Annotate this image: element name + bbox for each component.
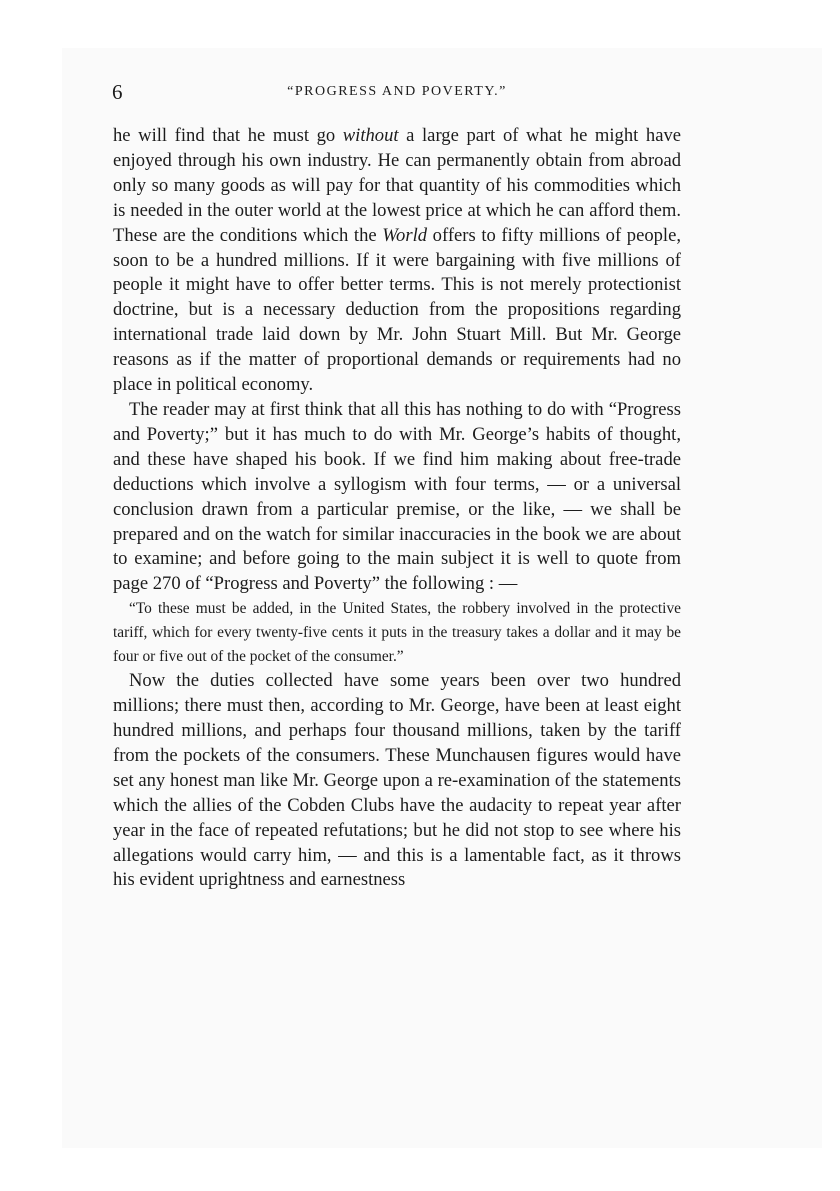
page-number: 6 [112, 80, 123, 104]
paragraph-1-part-a: he will find that he must go [113, 125, 343, 146]
block-quote: “To these must be added, in the United States, the robbery involved in the protective tariff, which for every twenty-five cents it puts in the treasury takes a dollar and it may be four or five out of the pocket of the consumer.” [113, 600, 681, 666]
paragraph-1-part-e: offers to fifty millions of people, soon to be a hundred millions. If it were bargaining with five millions of people it might have to offer better terms. This is not merely protectionist doctrine, but is a necessary deduction from the propositions regarding international trade laid down by Mr. John Stuart Mill. But Mr. George reasons as if the matter of proportional demands or requirements had no place in political economy. [113, 224, 681, 396]
body-text [113, 124, 681, 893]
running-head: “PROGRESS AND POVERTY.” [287, 84, 507, 99]
paragraph-2: The reader may at first think that all this has nothing to do with “Progress and Poverty;” but it has much to do with Mr. George’s habits of thought, and these have shaped his book. If we find him making about free-trade deductions which involve a syllogism with four terms, — or a universal conclusion drawn from a particular premise, or the like, — we shall be prepared and on the watch for similar inaccuracies in the book we are about to examine; and before going to the main subject it is well to quote from page 270 of “Progress and Poverty” the following : — [113, 398, 681, 595]
paragraph-1-part-c: a large part of what he might have enjoyed through his own industry. He can permanently obtain from abroad only so many goods as will pay for that quantity of his commodities which is needed in the outer world at the lowest price at which he can afford them. These are the conditions which the [113, 125, 681, 246]
paragraph-1 [113, 124, 681, 398]
emphasis-world: World [382, 224, 428, 246]
emphasis-without: without [342, 125, 399, 146]
paragraph-3: Now the duties collected have some years been over two hundred millions; there must then, according to Mr. George, have been at least eight hundred millions, and perhaps four thousand millions, taken by the tariff from the pockets of the consumers. These Munchausen figures would have set any honest man like Mr. George upon a re-examination of the statements which the allies of the Cobden Clubs have the audacity to repeat year after year in the face of repeated refutations; but he did not stop to see where his allegations would carry him, — and this is a lamentable fact, as it throws his evident uprightness and earnestness [113, 670, 681, 891]
page-header [112, 80, 682, 106]
